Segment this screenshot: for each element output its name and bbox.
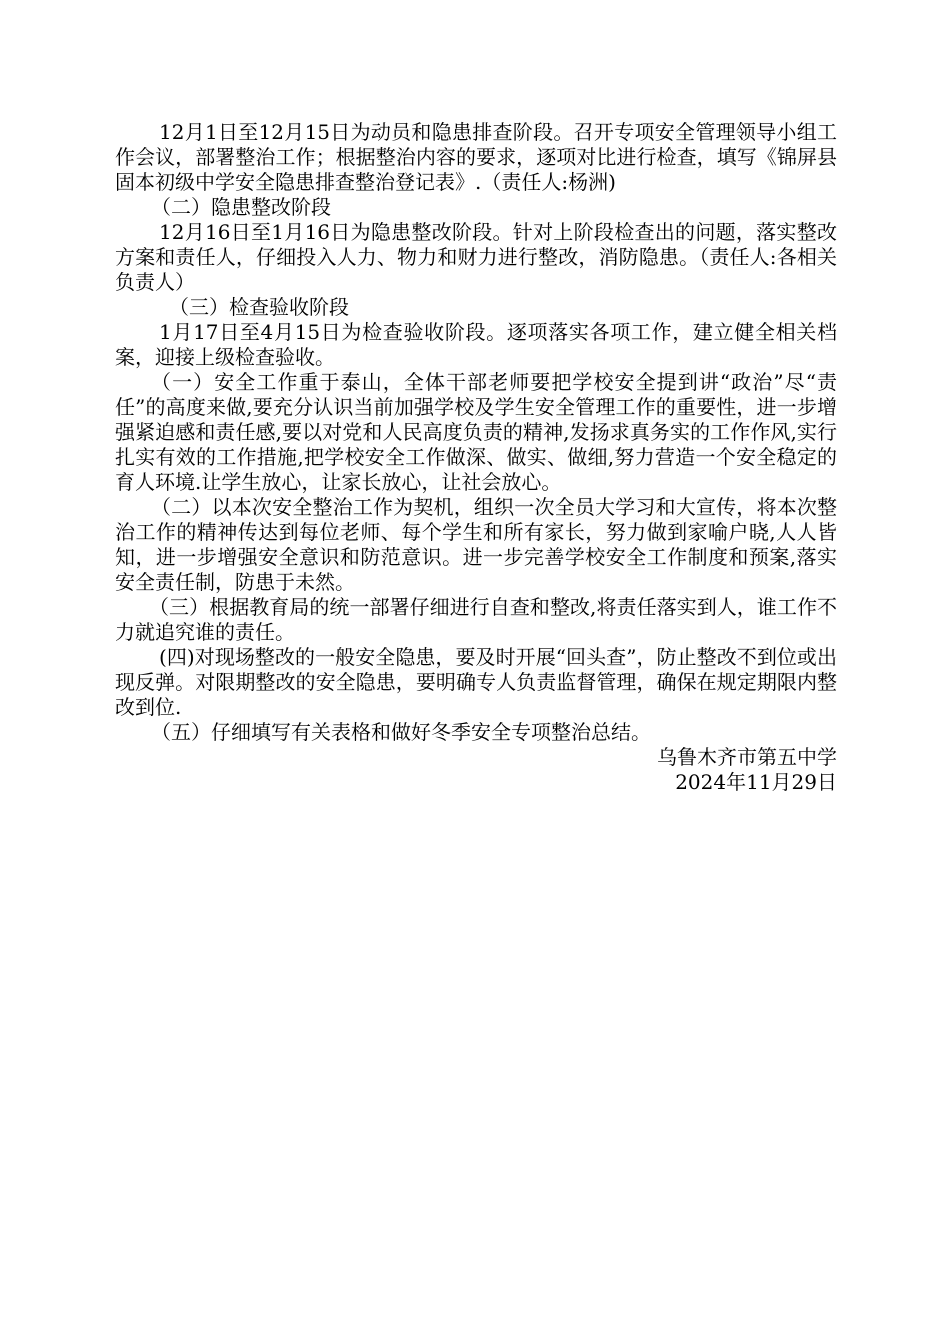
- paragraph-requirement-four: (四)对现场整改的一般安全隐患，要及时开展“回头查”，防止整改不到位或出现反弹。对限期整改的安全隐患，要明确专人负责监督管理，确保在规定期限内整改到位.: [115, 645, 837, 719]
- signature-organization: 乌鲁木齐市第五中学: [657, 745, 837, 769]
- paragraph-phase-one: 12月1日至12月15日为动员和隐患排查阶段。召开专项安全管理领导小组工作会议，部署整治工作；根据整治内容的要求，逐项对比进行检查，填写《锦屏县固本初级中学安全隐患排查整治登记表》.（责任人:杨洲): [115, 120, 837, 194]
- document-body: [115, 120, 837, 795]
- paragraph-requirement-five: （五）仔细填写有关表格和做好冬季安全专项整治总结。: [151, 720, 651, 744]
- paragraph-requirement-three: （三）根据教育局的统一部署仔细进行自查和整改,将责任落实到人，谁工作不力就追究谁的责任。: [115, 595, 837, 644]
- paragraph-requirement-one: （一）安全工作重于泰山，全体干部老师要把学校安全提到讲“政治”尽“责任”的高度来做,要充分认识当前加强学校及学生安全管理工作的重要性，进一步增强紧迫感和责任感,要以对党和人民高度负责的精神,发扬求真务实的工作作风,实行扎实有效的工作措施,把学校安全工作做深、做实、做细,努力营造一个安全稳定的育人环境.让学生放心，让家长放心，让社会放心。: [115, 370, 837, 494]
- signature-date: 2024年11月29日: [675, 770, 837, 794]
- heading-rectification-phase: （二）隐患整改阶段: [151, 195, 331, 219]
- paragraph-phase-three: 1月17日至4月15日为检查验收阶段。逐项落实各项工作，建立健全相关档案，迎接上级检查验收。: [115, 320, 837, 369]
- paragraph-requirement-two: （二）以本次安全整治工作为契机，组织一次全员大学习和大宣传，将本次整治工作的精神传达到每位老师、每个学生和所有家长，努力做到家喻户晓,人人皆知，进一步增强安全意识和防范意识。进一步完善学校安全工作制度和预案,落实安全责任制，防患于未然。: [115, 495, 837, 594]
- paragraph-phase-two: 12月16日至1月16日为隐患整改阶段。针对上阶段检查出的问题，落实整改方案和责任人，仔细投入人力、物力和财力进行整改，消防隐患。（责任人:各相关负责人）: [115, 220, 837, 294]
- heading-inspection-phase: （三）检查验收阶段: [169, 295, 349, 319]
